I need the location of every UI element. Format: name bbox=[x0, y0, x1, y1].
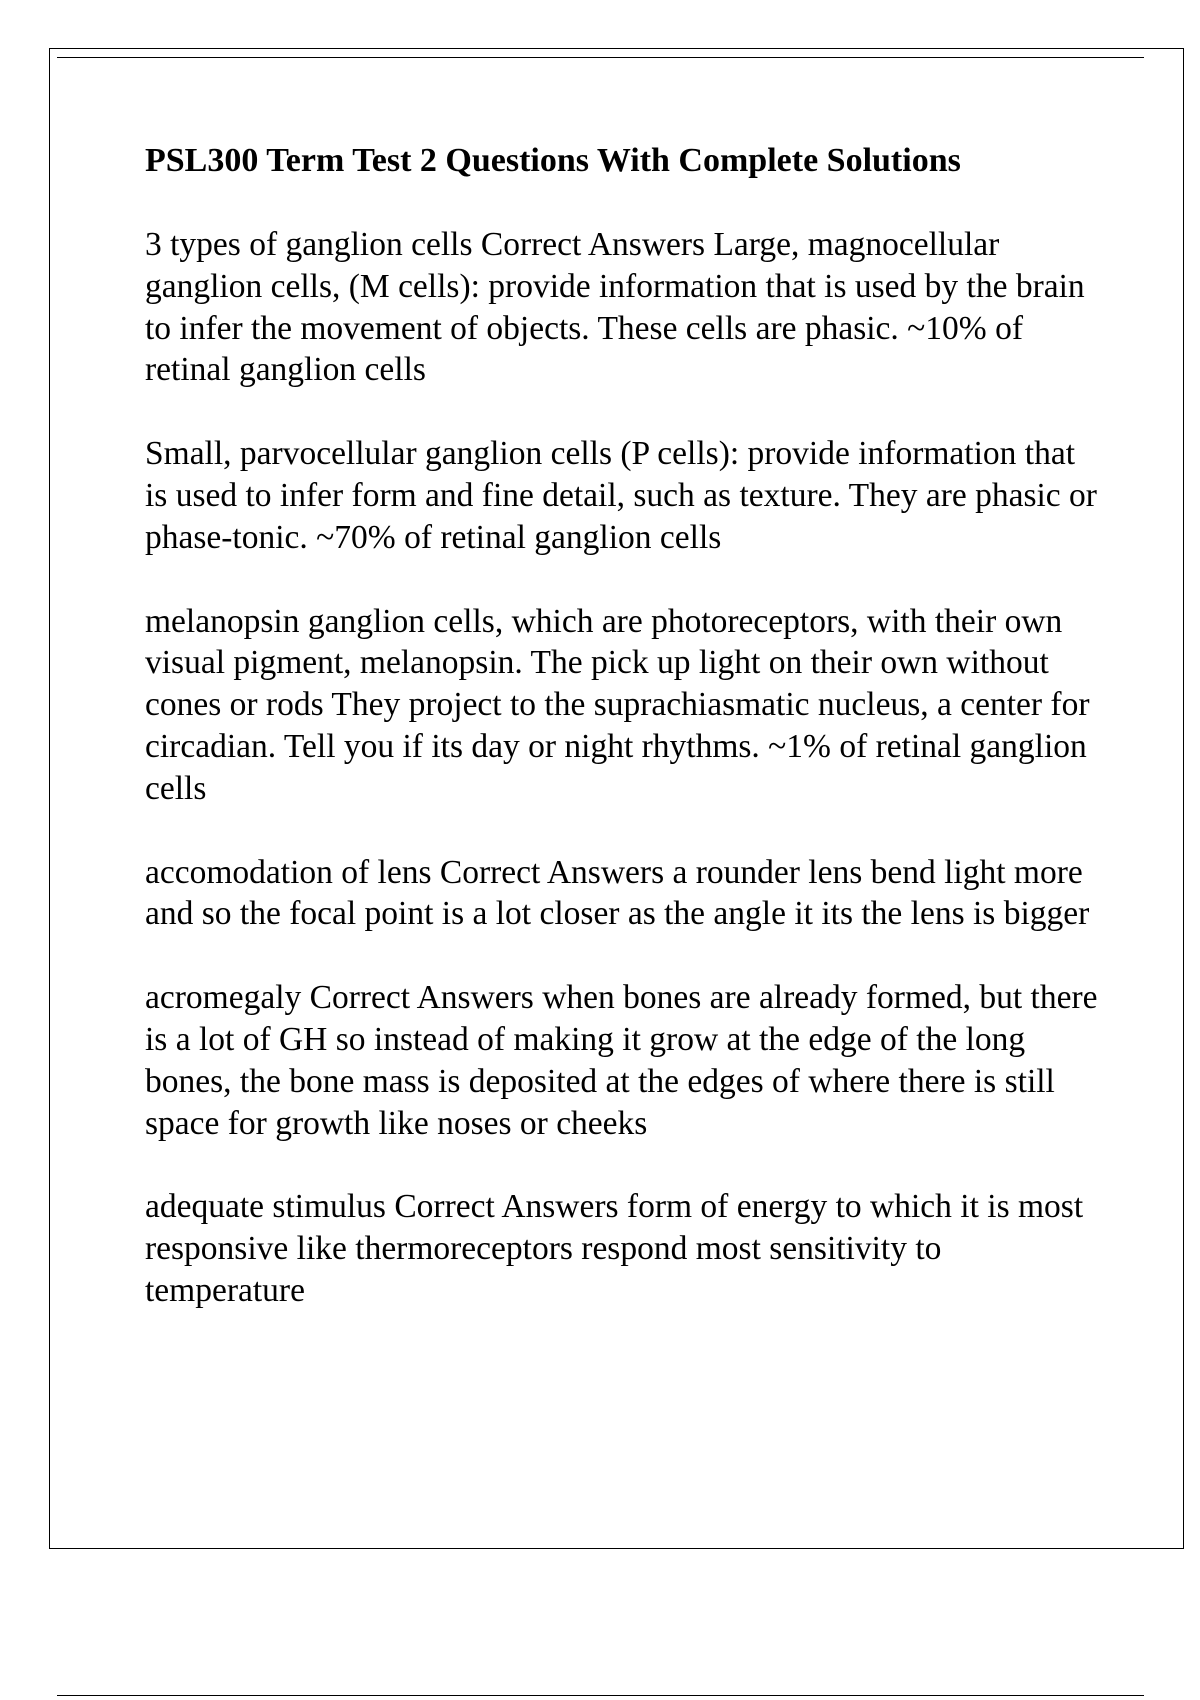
document-body bbox=[145, 140, 1105, 1354]
paragraph-parvocellular-cells: Small, parvocellular ganglion cells (P cells): provide information that is used to infer form and fine detail, such as texture. They are phasic or phase-tonic. ~70% of retinal ganglion cells bbox=[145, 435, 1097, 556]
bottom-divider-line bbox=[57, 1695, 1144, 1696]
top-divider-line bbox=[57, 57, 1144, 58]
document-title: PSL300 Term Test 2 Questions With Complete Solutions bbox=[145, 142, 961, 179]
paragraph-lens-accommodation: accomodation of lens Correct Answers a rounder lens bend light more and so the focal point is a lot closer as the angle it its the lens is bigger bbox=[145, 853, 1090, 933]
paragraph-melanopsin-cells: melanopsin ganglion cells, which are photoreceptors, with their own visual pigment, melanopsin. The pick up light on their own without cones or rods They project to the suprachiasmatic nucleus, a center for circadian. Tell you if its day or night rhythms. ~1% of retinal ganglion cells bbox=[145, 602, 1090, 807]
paragraph-adequate-stimulus: adequate stimulus Correct Answers form of energy to which it is most responsive like thermoreceptors respond most sensitivity to temperature bbox=[145, 1188, 1084, 1309]
paragraph-ganglion-cell-types: 3 types of ganglion cells Correct Answers Large, magnocellular ganglion cells, (M cells): provide information that is used by the brain to infer the movement of objects. These cells are phasic. ~10% of retinal ganglion cells bbox=[145, 226, 1085, 389]
paragraph-acromegaly: acromegaly Correct Answers when bones are already formed, but there is a lot of GH so instead of making it grow at the edge of the long bones, the bone mass is deposited at the edges of where there is still space for growth like noses or cheeks bbox=[145, 979, 1098, 1142]
